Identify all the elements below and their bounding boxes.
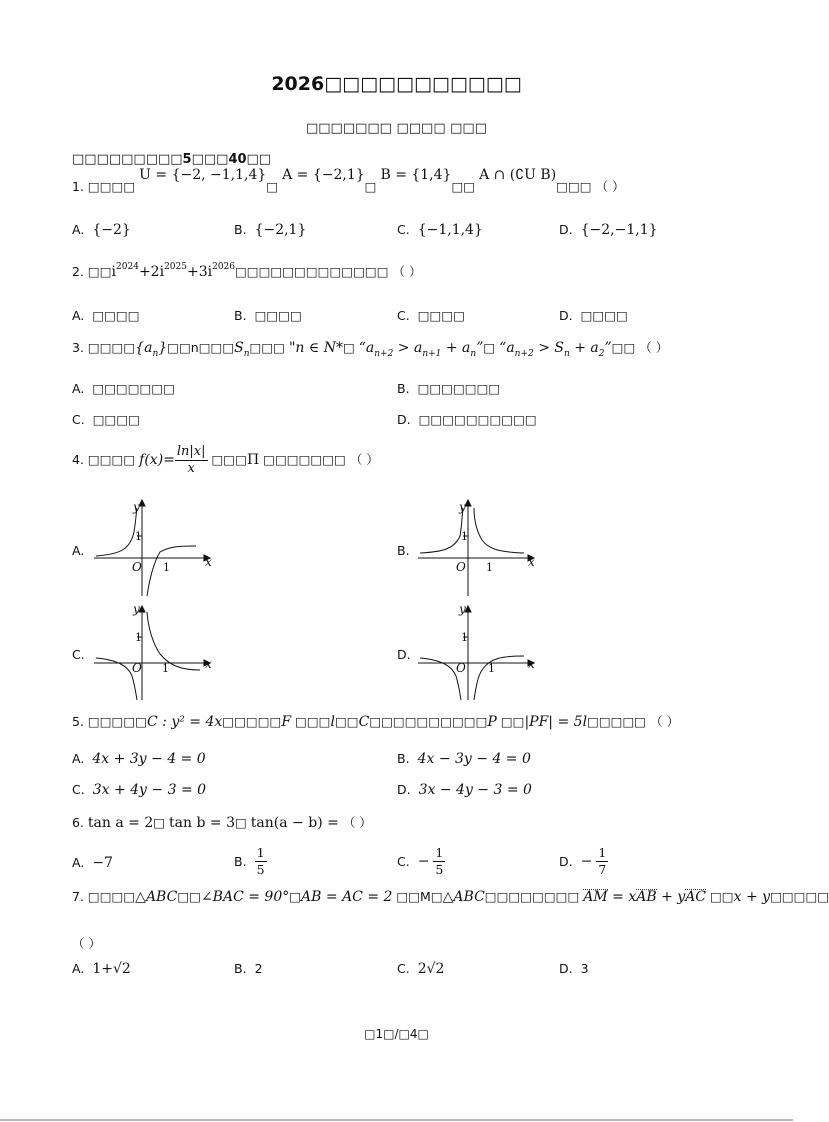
x-tick-label: 1	[486, 561, 493, 574]
q3-option-a[interactable]: A. □□□□□□□	[72, 381, 175, 396]
x-axis-label: x	[205, 555, 212, 569]
x-axis-label: x	[528, 657, 535, 671]
x-tick-label: 1	[163, 561, 170, 574]
q4-option-b[interactable]: B.	[397, 543, 410, 558]
graph-d	[416, 600, 540, 704]
q3-option-b[interactable]: B. □□□□□□□	[397, 381, 501, 396]
y-tick-label: 1	[461, 631, 468, 644]
q1-option-d[interactable]: D. {−2,−1,1}	[559, 222, 658, 238]
y-axis-label: y	[133, 602, 140, 616]
q1-option-b[interactable]: B. {−2,1}	[234, 222, 307, 238]
q3-option-d[interactable]: D. □□□□□□□□□□	[397, 412, 537, 427]
q2-option-a[interactable]: A. □□□□	[72, 308, 140, 323]
q7-option-c[interactable]: C. 2√2	[397, 961, 445, 977]
q7-option-b[interactable]: B. 2	[234, 961, 263, 976]
q4-option-c[interactable]: C.	[72, 647, 85, 662]
q2-option-d[interactable]: D. □□□□	[559, 308, 628, 323]
graph-a	[90, 496, 214, 600]
q2-option-c[interactable]: C. □□□□	[397, 308, 465, 323]
question-6: 6. tan a = 2□ tan b = 3□ tan(a − b) = （ ）	[72, 815, 372, 831]
question-4: 4. □□□□ f(x)= $\frac{\ln|x|}{x}$ □□□Π □□□□□□□ （ ）	[72, 444, 379, 476]
origin-label: O	[456, 661, 466, 675]
y-tick-label: 1	[461, 530, 468, 543]
question-7: 7. □□□□△ABC□□∠BAC = 90°□AB = AC = 2 □□M□△ABC□□□□□□□□ AM = xAB + yAC □□x + y□□□□□	[72, 889, 829, 905]
q7-option-a[interactable]: A. 1+√2	[72, 961, 131, 977]
graph-b	[416, 496, 540, 600]
q6-option-d[interactable]: D. − $\frac{1}{7}$	[559, 845, 607, 877]
q5-option-c[interactable]: C. 3x + 4y − 3 = 0	[72, 782, 207, 798]
q6-option-a[interactable]: A. −7	[72, 855, 113, 871]
y-tick-label: 1	[135, 530, 142, 543]
q1-option-a[interactable]: A. {−2}	[72, 222, 131, 238]
x-tick-label: 1	[488, 662, 495, 675]
question-1: 1. □□□□ U = {−2, −1,1,4}□ A = {−2,1}□ B = {1,4}□□ A ∩ (∁U B)□□□ （ ）	[72, 167, 625, 194]
q4-option-a[interactable]: A.	[72, 543, 85, 558]
q7-option-d[interactable]: D. 3	[559, 961, 589, 976]
page-footer: □1□/□4□	[364, 1027, 429, 1041]
x-axis-label: x	[528, 555, 535, 569]
question-3: 3. $□□□□\{a_n\}□□n□□□S_n□□□$ "n ∈ N*□ “$a_{n+2} > a_{n+1}$ + $a_n”□$ “$a_{n+2} > S_n$ + $a_2”□□$ （ ）	[72, 340, 669, 359]
q4-option-d[interactable]: D.	[397, 647, 411, 662]
q6-option-c[interactable]: C. − $\frac{1}{5}$	[397, 845, 444, 877]
y-axis-label: y	[459, 602, 466, 616]
page-bottom-rule	[0, 1119, 793, 1121]
y-axis-label: y	[133, 500, 140, 514]
y-axis-label: y	[459, 500, 466, 514]
exam-subtitle: □□□□□□□ □□□□ □□□	[305, 121, 487, 136]
q3-option-c[interactable]: C. □□□□	[72, 412, 140, 427]
origin-label: O	[132, 560, 142, 574]
graph-c	[90, 600, 214, 704]
q5-option-a[interactable]: A. 4x + 3y − 4 = 0	[72, 751, 206, 767]
question-5: 5. □□□□□C : y² = 4x□□□□□F □□□l□□C□□□□□□□□□□P □□|PF| = 5l□□□□□ （ ）	[72, 714, 680, 730]
y-tick-label: 1	[135, 631, 142, 644]
question-7-paren: （ ）	[72, 936, 101, 951]
x-axis-label: x	[205, 657, 212, 671]
exam-title: 2026□□□□□□□□□□□	[271, 73, 522, 95]
q2-option-b[interactable]: B. □□□□	[234, 308, 302, 323]
q5-option-d[interactable]: D. 3x − 4y − 3 = 0	[397, 782, 532, 798]
origin-label: O	[456, 560, 466, 574]
origin-label: O	[132, 661, 142, 675]
q1-option-c[interactable]: C. {−1,1,4}	[397, 222, 483, 238]
x-tick-label: 1	[162, 662, 169, 675]
q5-option-b[interactable]: B. 4x − 3y − 4 = 0	[397, 751, 531, 767]
q6-option-b[interactable]: B. $\frac{1}{5}$	[234, 845, 265, 877]
question-2: 2. $□□i^{2024}+2i^{2025}+3i^{2026}□□□□□□□□□□□□□$ （ ）	[72, 262, 422, 280]
section-heading: □□□□□□□□□5□□□40□□	[72, 152, 272, 167]
